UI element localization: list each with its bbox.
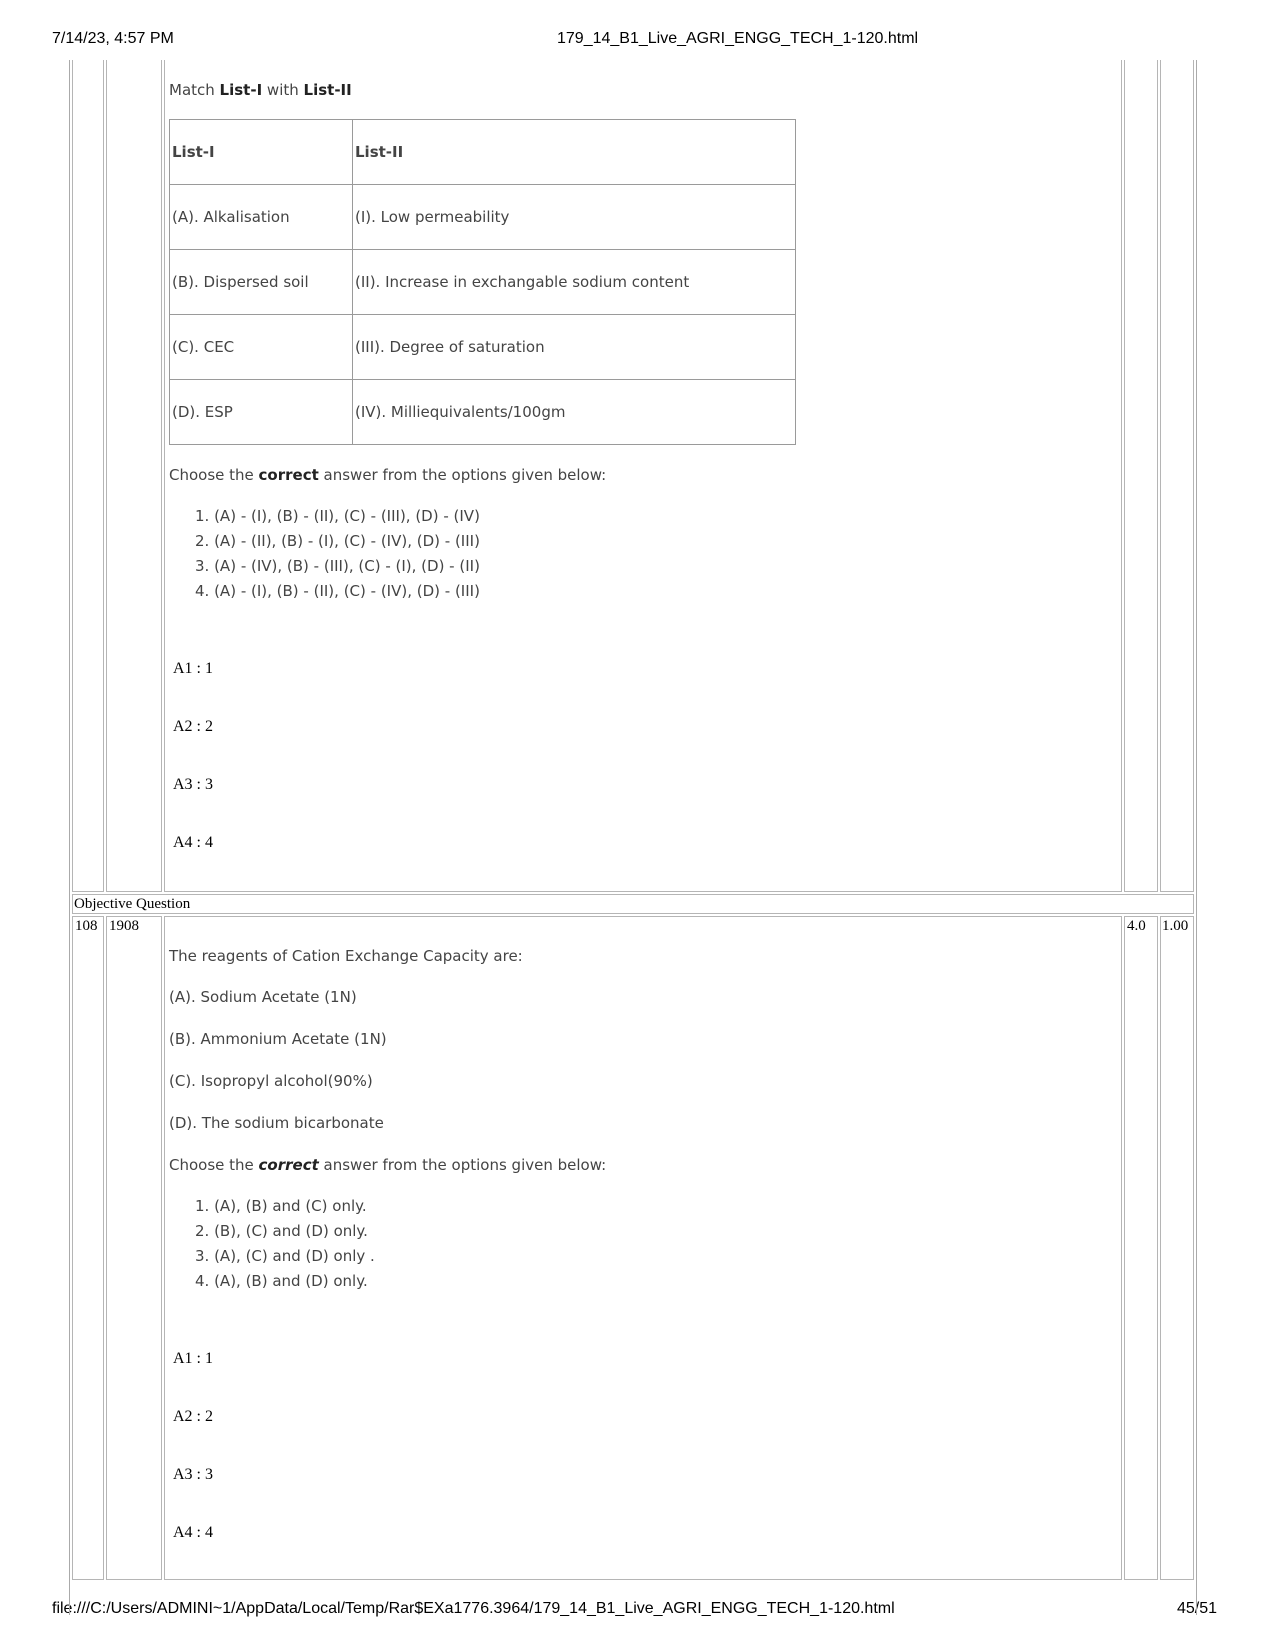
q108-item: (B). Ammonium Acetate (1N) xyxy=(169,1030,387,1048)
q108-item: (A). Sodium Acetate (1N) xyxy=(169,988,357,1006)
q107-choose-instruction: Choose the correct answer from the options given below: xyxy=(169,466,607,484)
q107-answer-4: A4 : 4 xyxy=(173,834,213,851)
list-i-item: (D). ESP xyxy=(170,380,353,445)
q107-option: 2. (A) - (II), (B) - (I), (C) - (IV), (D) - (III) xyxy=(195,532,480,550)
q107-number-cell xyxy=(72,60,104,892)
q108-number-cell xyxy=(72,916,104,1580)
list-i-item: (B). Dispersed soil xyxy=(170,250,353,315)
q107-answer-2: A2 : 2 xyxy=(173,718,213,735)
q108-answer-4: A4 : 4 xyxy=(173,1524,213,1541)
match-list-header-row xyxy=(170,120,796,185)
q108-option: 1. (A), (B) and (C) only. xyxy=(195,1197,367,1215)
q107-marks-cell xyxy=(1124,60,1158,892)
match-list-row xyxy=(170,380,796,445)
list-i-item: (C). CEC xyxy=(170,315,353,380)
match-list-row xyxy=(170,185,796,250)
q107-option: 1. (A) - (I), (B) - (II), (C) - (III), (D) - (IV) xyxy=(195,507,480,525)
q108-id-cell xyxy=(106,916,162,1580)
q108-answer-1: A1 : 1 xyxy=(173,1350,213,1367)
q108-answer-2: A2 : 2 xyxy=(173,1408,213,1425)
q107-id-cell xyxy=(106,60,162,892)
table-outer-right-border xyxy=(1196,60,1197,1615)
list-ii-header: List-II xyxy=(355,143,404,161)
q107-option-list xyxy=(195,504,480,604)
q107-answer-3: A3 : 3 xyxy=(173,776,213,793)
q107-negative-cell xyxy=(1160,60,1194,892)
q107-option: 4. (A) - (I), (B) - (II), (C) - (IV), (D) - (III) xyxy=(195,582,480,600)
q108-marks-cell xyxy=(1124,916,1158,1580)
q108-negative-marks: 1.00 xyxy=(1162,918,1189,934)
match-list-table xyxy=(169,119,796,445)
q107-option: 3. (A) - (IV), (B) - (III), (C) - (I), (D) - (II) xyxy=(195,557,480,575)
q108-option: 4. (A), (B) and (D) only. xyxy=(195,1272,368,1290)
print-datetime: 7/14/23, 4:57 PM xyxy=(52,30,174,47)
list-i-header: List-I xyxy=(172,143,215,161)
page-number: 45/51 xyxy=(1177,1600,1218,1617)
q108-number: 108 xyxy=(75,918,98,934)
print-file-path: file:///C:/Users/ADMINI~1/AppData/Local/Temp/Rar$EXa1776.3964/179_14_B1_Live_AGRI_ENGG_TECH_1-120.html xyxy=(52,1600,895,1617)
q108-item: (C). Isopropyl alcohol(90%) xyxy=(169,1072,373,1090)
list-ii-item: (I). Low permeability xyxy=(353,185,796,250)
list-ii-item: (III). Degree of saturation xyxy=(353,315,796,380)
q108-marks: 4.0 xyxy=(1127,918,1146,934)
match-list-row xyxy=(170,250,796,315)
q108-negative-cell xyxy=(1160,916,1194,1580)
list-i-item: (A). Alkalisation xyxy=(170,185,353,250)
q108-stem: The reagents of Cation Exchange Capacity are: xyxy=(169,947,523,965)
q108-choose-instruction: Choose the correct answer from the options given below: xyxy=(169,1156,607,1174)
q108-option: 2. (B), (C) and (D) only. xyxy=(195,1222,368,1240)
q108-item: (D). The sodium bicarbonate xyxy=(169,1114,384,1132)
print-title: 179_14_B1_Live_AGRI_ENGG_TECH_1-120.html xyxy=(557,30,919,47)
q107-answer-1: A1 : 1 xyxy=(173,660,213,677)
table-outer-left-border xyxy=(69,60,70,1615)
q108-option-list xyxy=(195,1194,375,1294)
q107-instruction: Match List-I with List-II xyxy=(169,81,352,99)
section-label: Objective Question xyxy=(74,896,191,912)
q108-answer-3: A3 : 3 xyxy=(173,1466,213,1483)
list-ii-item: (II). Increase in exchangable sodium content xyxy=(353,250,796,315)
match-list-row xyxy=(170,315,796,380)
q108-option: 3. (A), (C) and (D) only . xyxy=(195,1247,375,1265)
list-ii-item: (IV). Milliequivalents/100gm xyxy=(353,380,796,445)
section-label-row xyxy=(72,894,1194,914)
q108-id: 1908 xyxy=(109,918,139,934)
